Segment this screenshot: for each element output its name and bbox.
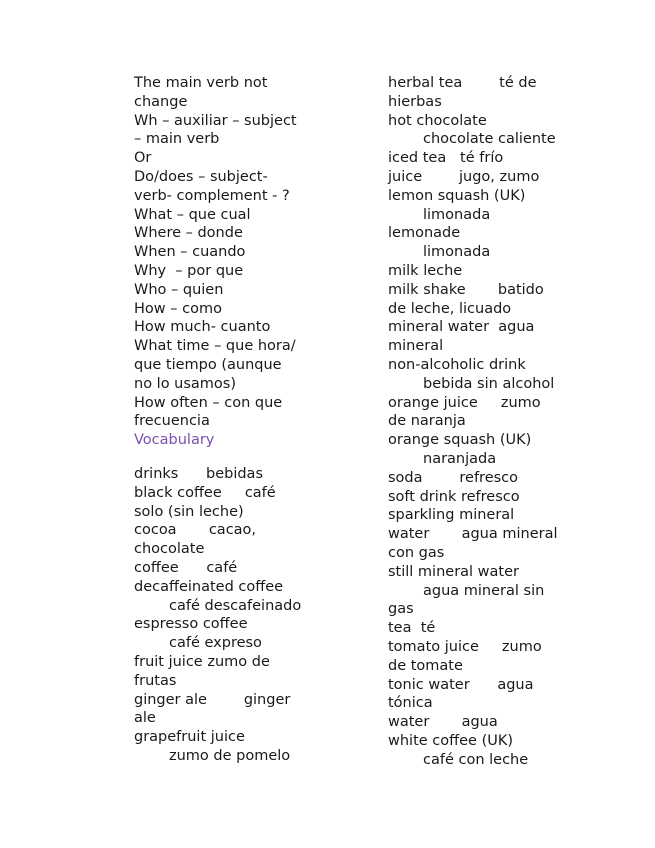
text-line: The main verb not [134, 75, 268, 91]
text-line: hot chocolate [388, 112, 487, 129]
text-line: soda refresco [388, 469, 519, 486]
text-line: frutas [134, 672, 177, 689]
text-line: Or [134, 150, 152, 167]
text-line: still mineral water [388, 563, 519, 580]
text-line: de tomate [388, 657, 463, 674]
text-line: espresso coffee [134, 616, 248, 633]
translation-line: café expreso [169, 635, 262, 652]
translation-line: naranjada [423, 450, 497, 467]
text-line: que tiempo (aunque [134, 356, 282, 373]
translation-line: agua mineral sin [423, 582, 545, 599]
translation-line: café con leche [423, 751, 529, 768]
text-line: tonic water agua [388, 676, 534, 693]
text-line: – main verb [134, 131, 220, 148]
text-line: How often – con que [134, 394, 283, 411]
text-line: What time – que hora/ [134, 338, 296, 355]
left-column [134, 74, 318, 766]
text-line: Where – donde [134, 225, 243, 242]
text-line: Who – quien [134, 281, 224, 298]
grammar-notes [134, 74, 318, 431]
translation-line: café descafeinado [169, 597, 302, 614]
text-line: How much- cuanto [134, 319, 271, 336]
text-line: gas [388, 601, 414, 618]
text-line: ginger ale ginger [134, 691, 291, 708]
text-line: How – como [134, 300, 222, 317]
vocabulary-heading: Vocabulary [134, 432, 215, 449]
text-line: hierbas [388, 93, 442, 110]
right-column [388, 74, 578, 769]
text-line: decaffeinated coffee [134, 578, 284, 595]
text-line: fruit juice zumo de [134, 653, 270, 670]
vocabulary-list-right [388, 74, 578, 769]
text-line: What – que cual [134, 206, 251, 223]
translation-line: bebida sin alcohol [423, 375, 555, 392]
text-line: con gas [388, 544, 445, 561]
text-line: Wh – auxiliar – subject [134, 112, 297, 129]
text-line: tea té [388, 620, 436, 637]
text-line: lemon squash (UK) [388, 187, 526, 204]
text-line: lemonade [388, 225, 461, 242]
text-line: sparkling mineral [388, 507, 515, 524]
text-line: orange juice zumo [388, 394, 541, 411]
text-line: change [134, 93, 188, 110]
text-line: de naranja [388, 413, 466, 430]
text-line: verb- complement - ? [134, 187, 290, 204]
text-line: Why – por que [134, 262, 244, 279]
text-line: When – cuando [134, 244, 246, 261]
translation-line: chocolate caliente [423, 131, 556, 148]
text-line: mineral [388, 338, 444, 355]
text-line: water agua mineral [388, 526, 558, 543]
text-line: mineral water agua [388, 319, 535, 336]
text-line: frecuencia [134, 413, 210, 430]
text-line: iced tea té frío [388, 150, 504, 167]
translation-line: limonada [423, 206, 491, 223]
text-line: non-alcoholic drink [388, 356, 526, 373]
text-line: milk shake batido [388, 281, 544, 298]
text-line: coffee café [134, 559, 238, 576]
text-line: solo (sin leche) [134, 503, 244, 520]
vocabulary-list-left [134, 465, 318, 766]
text-line: white coffee (UK) [388, 732, 514, 749]
text-line: de leche, licuado [388, 300, 512, 317]
text-line: black coffee café [134, 484, 276, 501]
text-line: tomato juice zumo [388, 638, 542, 655]
text-line: orange squash (UK) [388, 432, 532, 449]
translation-line: limonada [423, 244, 491, 261]
translation-line: zumo de pomelo [169, 747, 291, 764]
text-line: soft drink refresco [388, 488, 520, 505]
text-line: ale [134, 710, 156, 727]
text-line: juice jugo, zumo [388, 168, 540, 185]
text-line: milk leche [388, 262, 463, 279]
text-line: chocolate [134, 541, 205, 558]
text-line: Do/does – subject- [134, 168, 268, 185]
text-line: no lo usamos) [134, 375, 237, 392]
text-line: grapefruit juice [134, 729, 245, 746]
text-line: water agua [388, 714, 498, 731]
text-line: cocoa cacao, [134, 522, 257, 539]
text-line: drinks bebidas [134, 465, 263, 482]
text-line: tónica [388, 695, 433, 712]
text-line: herbal tea té de [388, 75, 537, 91]
